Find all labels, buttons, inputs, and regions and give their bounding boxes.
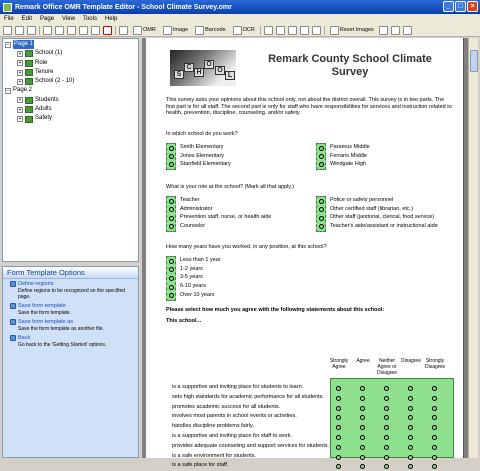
statement-row: is a safe environment for students. [172,452,257,459]
toolbar [0,24,480,37]
answer-option: Windgate High [330,161,367,168]
school-region-right[interactable] [316,143,326,170]
window-title: Remark Office OMR Template Editor - School Climate Survey.omr [15,3,232,11]
expander-icon[interactable]: + [18,50,22,57]
logo-letter-block: L [225,71,235,80]
response-bubble[interactable] [360,464,365,469]
answer-option: Administrator [180,205,213,212]
tree-node[interactable] [5,96,136,105]
tree-node-label: Tenure [35,68,54,75]
pointer-icon[interactable] [119,26,128,35]
statement-row: provides adequate counseling and support services for students. [172,442,330,449]
fit-width-icon[interactable] [300,26,309,35]
response-bubble[interactable] [384,455,389,460]
tree-node[interactable] [5,40,136,49]
region-icon [25,106,33,113]
role-region-left[interactable] [166,196,176,232]
statement-row: is a supportive and inviting place for students to learn. [172,384,304,390]
response-bubble[interactable] [432,425,437,430]
response-bubble[interactable] [432,455,437,460]
option-item [3,333,138,349]
options-title: Form Template Options [3,267,138,279]
form-page [146,38,464,469]
statement-row: handles discipline problems fairly. [172,423,254,430]
menu-page[interactable]: Page [40,16,55,22]
response-bubble[interactable] [360,386,365,391]
form-template-options-panel [2,266,139,458]
scale-header: Strongly Agree [329,358,349,370]
answer-option: Jones Elementary [180,152,225,159]
answer-option: Police or safety personnel [330,197,394,203]
region-icon [25,97,33,104]
logo-letter-block: O [215,66,225,75]
statement-row: is a supportive and inviting place for staff to work. [172,432,293,439]
response-bubble[interactable] [336,435,341,440]
scale-header: Disagree [400,358,421,364]
response-bubble[interactable] [336,396,341,401]
response-bubble[interactable] [432,386,437,391]
expander-icon[interactable]: + [18,116,22,123]
option-link[interactable] [10,335,135,341]
response-bubble[interactable] [408,464,413,469]
response-bubble[interactable] [432,406,437,411]
response-bubble[interactable] [432,435,437,440]
survey-intro: This survey asks your opinions about this school only, not about the district overall. This survey is in two parts. The first part is for all staff. The second part is only for staff who have responsibilities for services and instruction related to health, prevention, discipline, counseling, and/or safety. [166,97,452,116]
response-bubble[interactable] [432,415,437,420]
fit-page-icon[interactable] [288,26,297,35]
answer-option: Paramus Middle [330,144,370,150]
save-icon[interactable] [27,26,36,35]
tree-node[interactable] [5,49,136,58]
maximize-button[interactable]: □ [455,1,466,12]
tree-node-label: Page 2 [13,87,33,94]
response-bubble[interactable] [336,406,341,411]
reset-images-button[interactable]: Reset Images [328,26,376,35]
logo-letter-block: O [204,60,214,69]
option-icon [10,281,16,287]
scale-header: Neither Agree or Disagree [376,358,397,376]
response-bubble[interactable] [408,445,413,450]
logo-letter-block: H [194,68,204,77]
tree-node-label: School (1) [35,50,63,57]
expander-icon[interactable]: + [18,60,22,67]
response-bubble[interactable] [384,406,389,411]
answer-option: Prevention staff, nurse, or health aide [180,214,272,221]
expander-icon[interactable]: + [18,97,22,104]
school-blocks-logo [170,50,236,86]
option-description: Define regions to be recognized on the specified page. [18,288,126,300]
response-bubble[interactable] [408,415,413,420]
response-bubble[interactable] [432,396,437,401]
barcode-button[interactable]: Barcode [193,26,228,35]
survey-title: Remark County School Climate Survey [268,53,432,78]
question-school: In which school do you work? [166,131,238,137]
reset-icon [330,26,339,35]
region-icon [25,60,33,67]
expander-icon[interactable]: − [6,88,10,95]
open-icon[interactable] [15,26,24,35]
logo-letter-block: S [174,70,184,79]
menu-help[interactable]: Help [104,16,118,22]
school-region-left[interactable] [166,143,176,170]
option-icon [10,319,16,325]
agreement-region[interactable] [330,378,454,458]
response-bubble[interactable] [360,396,365,401]
new-icon[interactable] [3,26,12,35]
this-school-label: This school... [166,318,202,324]
copy-icon[interactable] [55,26,64,35]
close-button[interactable]: × [467,1,478,12]
response-bubble[interactable] [360,435,365,440]
tree-node[interactable] [5,86,136,95]
tree-node-label: Adults [35,106,52,113]
statement-row: sets high standards for academic performance for all students. [172,393,324,400]
answer-option: Less than 1 year [180,257,221,263]
answer-option: Ferrario Middle [330,152,367,159]
title-bar [0,0,480,14]
image-button[interactable]: Image [161,26,190,35]
option-description: Go back to the 'Getting Started' options. [18,342,107,348]
answer-option: Other staff (janitorial, clerical, food service) [330,214,435,221]
logo-letter-block: C [184,63,194,72]
response-bubble[interactable] [432,445,437,450]
cut-icon[interactable] [43,26,52,35]
option-item [3,279,138,301]
menu-file[interactable]: File [4,16,14,22]
role-region-right[interactable] [316,196,326,232]
minimize-button[interactable]: _ [443,1,454,12]
response-bubble[interactable] [408,455,413,460]
answer-option: Teacher [180,197,200,203]
region-icon [25,78,33,85]
vertical-scrollbar[interactable] [468,38,478,458]
question-tenure: How many years have you worked, in any position, at this school? [166,244,327,250]
statement-row: involves most parents in school events or activities. [172,413,297,420]
response-bubble[interactable] [384,415,389,420]
zoom-out-icon[interactable] [276,26,285,35]
response-bubble[interactable] [408,425,413,430]
response-bubble[interactable] [336,425,341,430]
response-bubble[interactable] [432,464,437,469]
scale-header: Agree [356,358,370,364]
app-icon [3,3,12,12]
response-bubble[interactable] [360,425,365,430]
response-bubble[interactable] [336,445,341,450]
answer-option: Smith Elementary [180,144,224,150]
menu-tools[interactable]: Tools [82,16,97,22]
answer-option: 6-10 years [180,283,206,290]
response-bubble[interactable] [408,406,413,411]
option-link-label: Back [18,335,31,341]
delete-icon[interactable] [103,26,112,35]
tree-node[interactable] [5,105,136,114]
tree-node-label: Role [35,59,48,66]
tree-node-label: Students [35,96,59,103]
menu-view[interactable]: View [62,16,75,22]
omr-icon [133,26,142,35]
expander-icon[interactable]: + [18,106,22,113]
option-link-label: Define regions [18,281,54,287]
response-bubble[interactable] [360,406,365,411]
tree-node[interactable] [5,77,136,86]
scrollbar-thumb[interactable] [470,50,478,72]
question-agreement: Please select how much you agree with the following statements about this school: [166,307,385,313]
answer-option: Over 10 years [180,291,215,298]
check-icon[interactable] [391,26,400,35]
menu-edit[interactable]: Edit [21,16,33,22]
document-view[interactable] [142,38,478,469]
tree-node[interactable] [5,68,136,77]
answer-option: 1-2 years [180,265,203,272]
response-bubble[interactable] [384,435,389,440]
ocr-button[interactable]: OCR [231,26,257,35]
response-bubble[interactable] [360,445,365,450]
tenure-region[interactable] [166,256,176,301]
tree-node[interactable] [5,114,136,123]
response-bubble[interactable] [360,455,365,460]
properties-icon[interactable] [91,26,100,35]
option-description: Save the form template. [18,310,72,316]
option-link[interactable] [10,303,135,309]
actual-size-icon[interactable] [312,26,321,35]
scale-header: Strongly Disagree [424,358,445,370]
answer-option: Other certified staff (librarian, etc.) [330,205,414,212]
response-bubble[interactable] [336,464,341,469]
response-bubble[interactable] [336,386,341,391]
region-icon [25,69,33,76]
option-item [3,301,138,317]
option-icon [10,335,16,341]
option-description: Save the form template as another file. [18,326,104,332]
option-link[interactable] [10,281,135,287]
statement-row: promotes academic success for all students. [172,403,281,410]
response-bubble[interactable] [336,415,341,420]
response-bubble[interactable] [384,464,389,469]
response-bubble[interactable] [408,396,413,401]
tree-node-label: Safety [35,115,53,122]
tree-node-label: School (2 - 10) [35,78,75,85]
expander-icon[interactable]: − [6,41,10,48]
region-icon [25,50,33,57]
answer-option: Counselor [180,223,206,230]
option-icon [10,303,16,309]
option-link-label: Save form template [18,303,66,309]
image-icon [163,26,172,35]
barcode-icon [195,26,204,35]
expander-icon[interactable]: + [18,78,22,85]
help-icon[interactable] [403,26,412,35]
answer-option: Teacher's aide/assistant or instructional aide [330,223,438,230]
statement-row: is a safe place for staff. [172,462,229,469]
omr-button[interactable]: OMR [131,26,158,35]
response-bubble[interactable] [384,396,389,401]
response-bubble[interactable] [384,386,389,391]
response-bubble[interactable] [408,386,413,391]
response-bubble[interactable] [384,445,389,450]
question-role: What is your role at the school? (Mark all that apply.) [166,184,294,190]
rotate-icon[interactable] [379,26,388,35]
paste-icon[interactable] [67,26,76,35]
zoom-in-icon[interactable] [264,26,273,35]
menu-bar [0,14,480,24]
undo-icon[interactable] [79,26,88,35]
option-link[interactable] [10,319,135,325]
response-bubble[interactable] [384,425,389,430]
region-icon [25,116,33,123]
expander-icon[interactable]: + [18,69,22,76]
tree-node[interactable] [5,59,136,68]
tree-node-label: Page 1 [13,40,34,49]
ocr-icon [233,26,242,35]
option-item [3,317,138,333]
answer-option: 3-5 years [180,274,203,281]
template-tree[interactable] [2,38,139,262]
response-bubble[interactable] [360,415,365,420]
response-bubble[interactable] [336,455,341,460]
option-link-label: Save form template as [18,319,74,325]
answer-option: Stanfield Elementary [180,161,231,168]
response-bubble[interactable] [408,435,413,440]
